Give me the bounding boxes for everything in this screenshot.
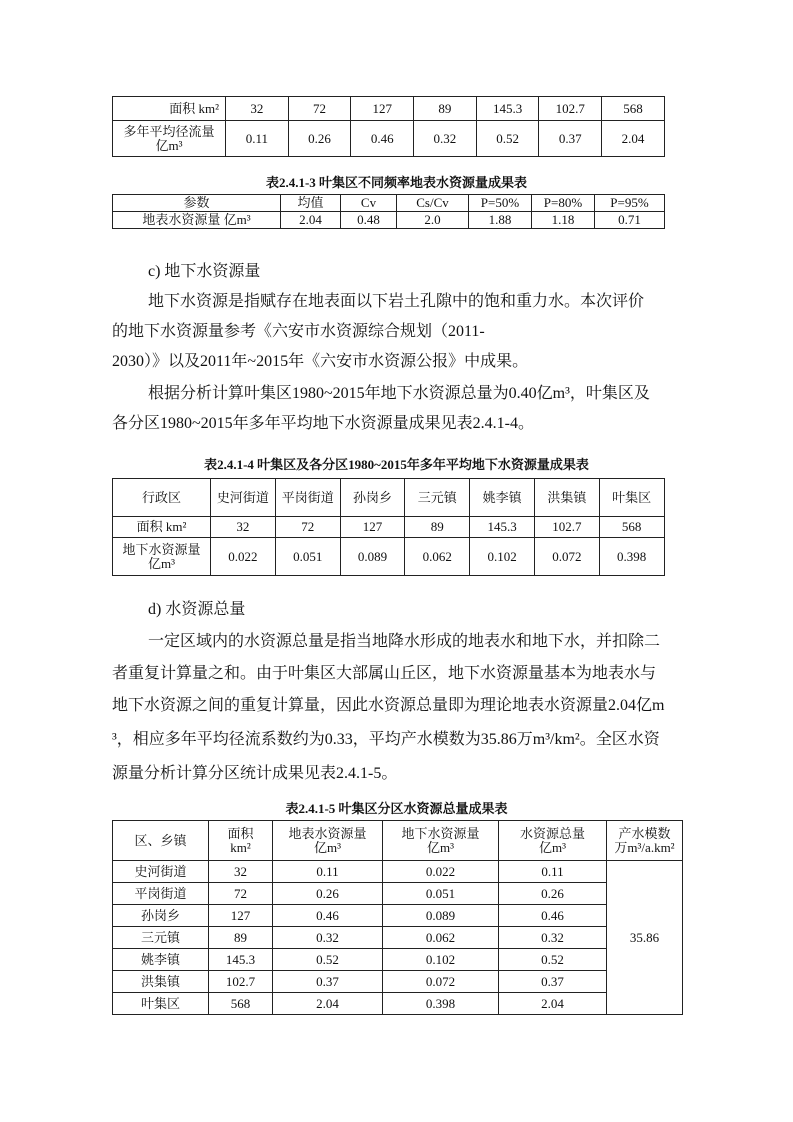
table-cell: 102.7 <box>209 971 273 993</box>
table-cell: 0.051 <box>383 883 499 905</box>
column-header <box>383 821 499 861</box>
table-cell: 102.7 <box>539 97 602 121</box>
row-label: 孙岗乡 <box>113 905 209 927</box>
table-cell: 0.11 <box>226 121 289 157</box>
table-cell: 0.48 <box>341 212 397 229</box>
groundwater-table <box>112 478 665 576</box>
paragraph-line: 地下水资源是指赋存在地表面以下岩土孔隙中的饱和重力水。本次评价 <box>148 293 645 310</box>
table-cell: 0.398 <box>383 993 499 1015</box>
table-cell: 0.46 <box>499 905 607 927</box>
column-header <box>273 821 383 861</box>
table-cell: 32 <box>226 97 289 121</box>
total-resources-table <box>112 820 683 1015</box>
row-label: 平岗街道 <box>113 883 209 905</box>
table-cell: 89 <box>405 517 470 538</box>
table-cell: 127 <box>340 517 405 538</box>
table-cell: 0.52 <box>499 949 607 971</box>
table-row <box>113 538 665 576</box>
table-row <box>113 121 665 157</box>
table-cell: 2.0 <box>397 212 469 229</box>
table-cell: 0.089 <box>340 538 405 576</box>
table-cell: 145.3 <box>476 97 539 121</box>
header-line: 亿m³ <box>538 839 566 855</box>
table-header-row <box>113 821 683 861</box>
column-header: 孙岗乡 <box>340 479 405 517</box>
row-label <box>113 121 226 157</box>
column-header <box>209 821 273 861</box>
column-header <box>499 821 607 861</box>
label-line: 地下水资源量 <box>122 541 201 557</box>
table-row <box>113 212 665 229</box>
label-line: 亿m³ <box>147 555 175 571</box>
table-cell: 0.32 <box>273 927 383 949</box>
table-header-row <box>113 195 665 212</box>
table-cell: 0.022 <box>211 538 276 576</box>
row-label: 姚李镇 <box>113 949 209 971</box>
table-cell: 0.46 <box>273 905 383 927</box>
column-header: 史河街道 <box>211 479 276 517</box>
table-cell: 1.88 <box>469 212 532 229</box>
table-cell: 0.32 <box>499 927 607 949</box>
column-header: 叶集区 <box>599 479 664 517</box>
table-cell: 2.04 <box>602 121 665 157</box>
table-cell: 0.089 <box>383 905 499 927</box>
paragraph-line: 的地下水资源量参考《六安市水资源综合规划（2011- <box>112 323 485 340</box>
frequency-table <box>112 194 665 229</box>
table-cell: 0.37 <box>273 971 383 993</box>
table-cell: 0.072 <box>534 538 599 576</box>
table-cell: 0.102 <box>383 949 499 971</box>
label-line: 多年平均径流量 <box>123 123 215 139</box>
table-cell: 0.37 <box>499 971 607 993</box>
table-row <box>113 949 683 971</box>
row-label: 三元镇 <box>113 927 209 949</box>
table-row <box>113 927 683 949</box>
table-row <box>113 971 683 993</box>
header-line: 水资源总量 <box>519 825 585 841</box>
table-caption: 表2.4.1-3 叶集区不同频率地表水资源量成果表 <box>265 175 528 190</box>
table-cell: 127 <box>209 905 273 927</box>
table-cell: 72 <box>288 97 351 121</box>
paragraph-line: 者重复计算量之和。由于叶集区大部属山丘区，地下水资源量基本为地表水与 <box>112 665 657 682</box>
table-caption: 表2.4.1-4 叶集区及各分区1980~2015年多年平均地下水资源量成果表 <box>204 457 589 472</box>
column-header <box>607 821 683 861</box>
table-cell: 2.04 <box>273 993 383 1015</box>
row-label <box>113 538 211 576</box>
table-cell: 0.26 <box>288 121 351 157</box>
row-label: 史河街道 <box>113 861 209 883</box>
header-line: km² <box>230 839 251 855</box>
header-line: 地下水资源量 <box>401 825 480 841</box>
table-cell: 568 <box>209 993 273 1015</box>
header-line: 万m³/a.km² <box>614 839 675 855</box>
column-header: 三元镇 <box>405 479 470 517</box>
table-cell: 72 <box>209 883 273 905</box>
table-cell: 0.102 <box>470 538 535 576</box>
table-row <box>113 517 665 538</box>
paragraph-line: 地下水资源之间的重复计算量，因此水资源总量即为理论地表水资源量2.04亿m <box>112 697 665 714</box>
table-caption: 表2.4.1-5 叶集区分区水资源总量成果表 <box>285 801 508 816</box>
runoff-table <box>112 96 665 157</box>
paragraph-line: 一定区域内的水资源总量是指当地降水形成的地表水和地下水，并扣除二 <box>148 633 661 650</box>
row-label: 叶集区 <box>113 993 209 1015</box>
table-cell: 0.37 <box>539 121 602 157</box>
paragraph-line: 源量分析计算分区统计成果见表2.4.1-5。 <box>112 765 398 782</box>
table-cell: 145.3 <box>209 949 273 971</box>
column-header: P=80% <box>532 195 595 212</box>
table-cell: 1.18 <box>532 212 595 229</box>
table-cell: 0.062 <box>405 538 470 576</box>
paragraph-line: 根据分析计算叶集区1980~2015年地下水资源总量为0.40亿m³，叶集区及 <box>148 385 650 402</box>
header-line: 产水模数 <box>618 825 671 841</box>
column-header: P=95% <box>595 195 665 212</box>
column-header: 行政区 <box>113 479 211 517</box>
table-row <box>113 905 683 927</box>
column-header: 洪集镇 <box>534 479 599 517</box>
label-line: 亿m³ <box>155 137 183 153</box>
paragraph-line: 各分区1980~2015年多年平均地下水资源量成果见表2.4.1-4。 <box>112 415 534 432</box>
column-header: 平岗街道 <box>275 479 340 517</box>
table-cell: 0.062 <box>383 927 499 949</box>
section-heading: c) 地下水资源量 <box>148 263 261 280</box>
table-cell: 102.7 <box>534 517 599 538</box>
row-label: 面积 km² <box>113 97 226 121</box>
row-label: 洪集镇 <box>113 971 209 993</box>
table-row <box>113 883 683 905</box>
row-label: 地表水资源量 亿m³ <box>113 212 281 229</box>
table-cell: 89 <box>209 927 273 949</box>
table-cell: 568 <box>602 97 665 121</box>
table-cell: 2.04 <box>499 993 607 1015</box>
table-cell: 0.52 <box>273 949 383 971</box>
table-row <box>113 861 683 883</box>
table-cell: 0.46 <box>351 121 414 157</box>
table-cell: 0.072 <box>383 971 499 993</box>
column-header: P=50% <box>469 195 532 212</box>
table-cell: 32 <box>209 861 273 883</box>
table-cell: 0.26 <box>499 883 607 905</box>
column-header: 参数 <box>113 195 281 212</box>
table-cell: 145.3 <box>470 517 535 538</box>
table-cell: 0.398 <box>599 538 664 576</box>
column-header: 区、乡镇 <box>113 821 209 861</box>
column-header: Cs/Cv <box>397 195 469 212</box>
header-line: 亿m³ <box>313 839 341 855</box>
table-cell: 0.051 <box>275 538 340 576</box>
table-cell: 2.04 <box>281 212 341 229</box>
header-line: 亿m³ <box>426 839 454 855</box>
paragraph-line: ³，相应多年平均径流系数约为0.33，平均产水模数为35.86万m³/km²。全区水资 <box>112 731 660 748</box>
row-label: 面积 km² <box>113 517 211 538</box>
table-cell: 0.26 <box>273 883 383 905</box>
table-cell: 0.11 <box>499 861 607 883</box>
paragraph-line: 2030）》以及2011年~2015年《六安市水资源公报》中成果。 <box>112 353 529 370</box>
table-cell: 0.71 <box>595 212 665 229</box>
table-cell: 89 <box>414 97 477 121</box>
column-header: 姚李镇 <box>470 479 535 517</box>
table-cell: 0.022 <box>383 861 499 883</box>
modulus-cell: 35.86 <box>607 861 683 1015</box>
table-cell: 0.11 <box>273 861 383 883</box>
header-line: 地表水资源量 <box>288 825 367 841</box>
column-header: 均值 <box>281 195 341 212</box>
table-row <box>113 993 683 1015</box>
table-cell: 568 <box>599 517 664 538</box>
table-header-row <box>113 479 665 517</box>
table-cell: 0.52 <box>476 121 539 157</box>
table-cell: 72 <box>275 517 340 538</box>
column-header: Cv <box>341 195 397 212</box>
header-line: 面积 <box>227 825 254 841</box>
table-row <box>113 97 665 121</box>
section-heading: d) 水资源总量 <box>148 601 246 618</box>
table-cell: 0.32 <box>414 121 477 157</box>
table-cell: 32 <box>211 517 276 538</box>
table-cell: 127 <box>351 97 414 121</box>
